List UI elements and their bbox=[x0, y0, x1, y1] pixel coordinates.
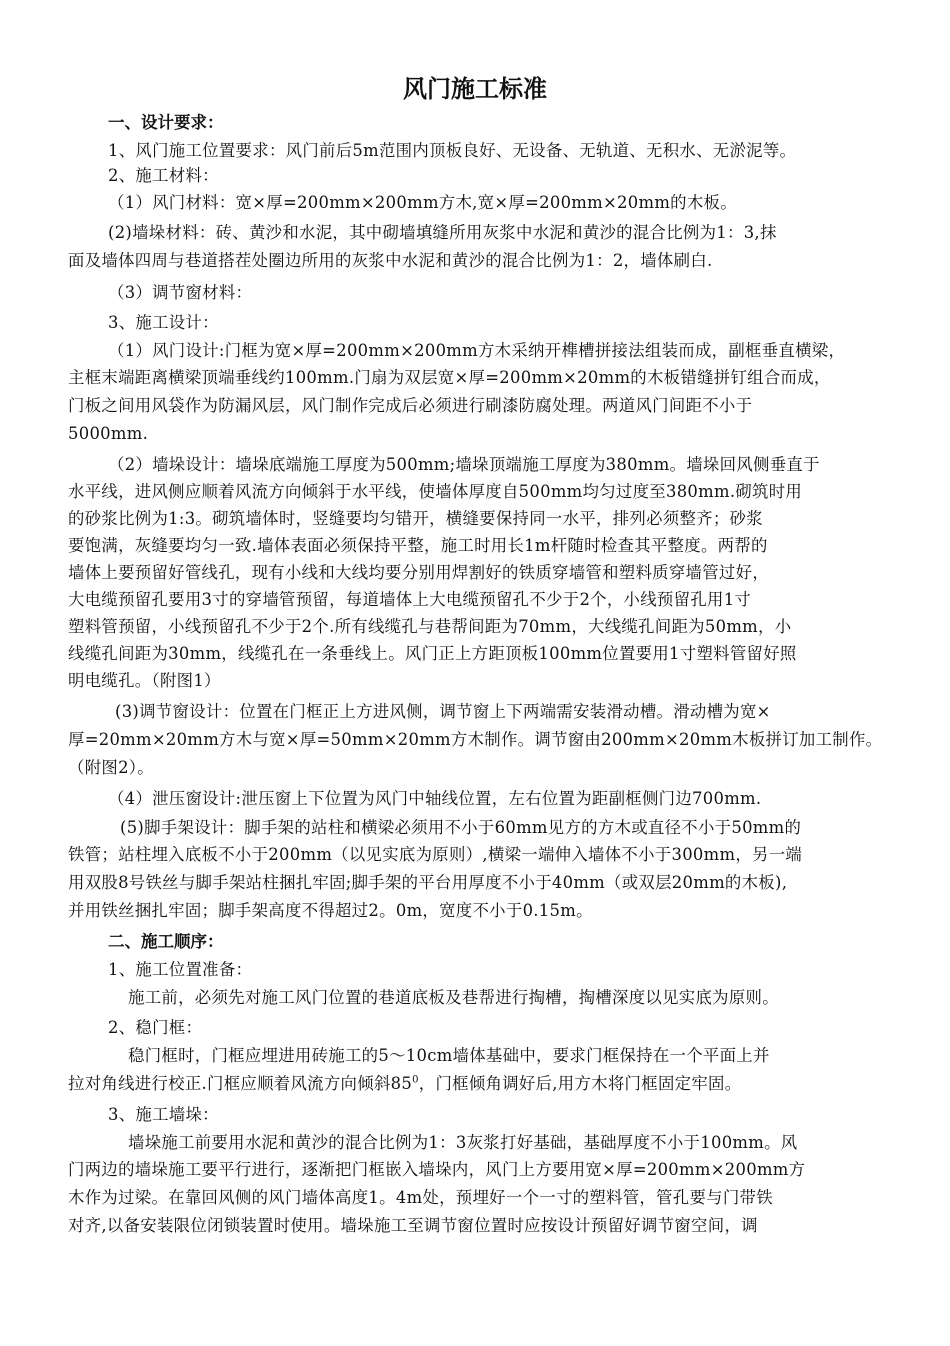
paragraph-line: 2、稳门框： bbox=[108, 1018, 203, 1037]
paragraph-line: 稳门框时，门框应埋进用砖施工的5～10cm墙体基础中，要求门框保持在一个平面上并 bbox=[128, 1046, 770, 1065]
paragraph-line: 的砂浆比例为1:3。砌筑墙体时，竖缝要均匀错开，横缝要保持同一水平，排列必须整齐；砂浆 bbox=[68, 509, 763, 528]
paragraph-line: 墙体上要预留好管线孔，现有小线和大线均要分别用焊割好的铁质穿墙管和塑料质穿墙管过好， bbox=[68, 563, 770, 582]
paragraph-line: 面及墙体四周与巷道搭茬处圈边所用的灰浆中水泥和黄沙的混合比例为1：2，墙体刷白. bbox=[68, 251, 713, 270]
paragraph-line: （1）风门材料：宽×厚=200mm×200mm方木,宽×厚=200mm×20mm的木板。 bbox=[108, 193, 737, 212]
paragraph-line: 5000mm. bbox=[68, 424, 149, 443]
paragraph-line: （附图2）。 bbox=[68, 758, 154, 777]
paragraph-line: 明电缆孔。（附图1） bbox=[68, 671, 221, 690]
document-title: 风门施工标准 bbox=[403, 75, 547, 103]
paragraph-line: （2）墙垛设计：墙垛底端施工厚度为500mm;墙垛顶端施工厚度为380mm。墙垛回风侧垂直于 bbox=[108, 455, 820, 474]
paragraph-line: 施工前，必须先对施工风门位置的巷道底板及巷帮进行掏槽，掏槽深度以见实底为原则。 bbox=[128, 988, 779, 1007]
paragraph-line: （3）调节窗材料： bbox=[108, 283, 253, 302]
paragraph-line: 大电缆预留孔要用3寸的穿墙管预留，每道墙体上大电缆预留孔不少于2个，小线预留孔用1寸 bbox=[68, 590, 752, 609]
section-heading-order: 二、施工顺序： bbox=[108, 932, 224, 951]
paragraph-line: 对齐,以备安装限位闭锁装置时使用。墙垛施工至调节窗位置时应按设计预留好调节窗空间，调 bbox=[68, 1216, 758, 1235]
paragraph-line: （4）泄压窗设计:泄压窗上下位置为风门中轴线位置，左右位置为距副框侧门边700mm. bbox=[108, 789, 762, 808]
paragraph-line: 主框末端距离横梁顶端垂线约100mm.门扇为双层宽×厚=200mm×20mm的木板错缝拼钉组合而成， bbox=[68, 368, 831, 387]
paragraph-line: (5)脚手架设计：脚手架的站柱和横梁必须用不小于60mm见方的方木或直径不小于50mm的 bbox=[120, 818, 802, 837]
paragraph-line: 3、施工墙垛： bbox=[108, 1105, 219, 1124]
paragraph-line: 要饱满，灰缝要均匀一致.墙体表面必须保持平整，施工时用长1m杆随时检查其平整度。两帮的 bbox=[68, 536, 768, 555]
paragraph-line: 塑料管预留，小线预留孔不少于2个.所有线缆孔与巷帮间距为70mm，大线缆孔间距为50mm，小 bbox=[68, 617, 792, 636]
paragraph-line: (3)调节窗设计：位置在门框正上方进风侧，调节窗上下两端需安装滑动槽。滑动槽为宽× bbox=[115, 702, 771, 721]
paragraph-line: 3、施工设计： bbox=[108, 313, 219, 332]
paragraph-line: 1、风门施工位置要求：风门前后5m范围内顶板良好、无设备、无轨道、无积水、无淤泥等。 bbox=[108, 141, 797, 160]
paragraph-line: 厚=20mm×20mm方木与宽×厚=50mm×20mm方木制作。调节窗由200mm×20mm木板拼订加工制作。 bbox=[68, 730, 883, 749]
paragraph-line: （1）风门设计:门框为宽×厚=200mm×200mm方木采纳开榫槽拼接法组装而成，副框垂直横梁， bbox=[108, 341, 846, 360]
paragraph-line: 并用铁丝捆扎牢固；脚手架高度不得超过2。0m，宽度不小于0.15m。 bbox=[68, 901, 593, 920]
section-heading-design: 一、设计要求： bbox=[108, 113, 224, 132]
superscript-degree: 0 bbox=[412, 1074, 419, 1086]
paragraph-line: 水平线，进风侧应顺着风流方向倾斜于水平线，使墙体厚度自500mm均匀过度至380mm.砌筑时用 bbox=[68, 482, 803, 501]
paragraph-line: 用双股8号铁丝与脚手架站柱捆扎牢固;脚手架的平台用厚度不小于40mm（或双层20mm的木板), bbox=[68, 873, 788, 892]
paragraph-line: 门两边的墙垛施工要平行进行，逐渐把门框嵌入墙垛内，风门上方要用宽×厚=200mm×200mm方 bbox=[68, 1160, 806, 1179]
text-segment: 拉对角线进行校正.门框应顺着风流方向倾斜85 bbox=[68, 1074, 413, 1093]
paragraph-line: (2)墙垛材料：砖、黄沙和水泥，其中砌墙填缝所用灰浆中水泥和黄沙的混合比例为1：3,抹 bbox=[108, 223, 777, 242]
paragraph-line: 木作为过梁。在靠回风侧的风门墙体高度1。4m处，预埋好一个一寸的塑料管，管孔要与门带铁 bbox=[68, 1188, 773, 1207]
text-segment: ，门框倾角调好后,用方木将门框固定牢固。 bbox=[418, 1074, 742, 1093]
paragraph-line: 铁管；站柱埋入底板不小于200mm（以见实底为原则）,横梁一端伸入墙体不小于300mm，另一端 bbox=[68, 845, 803, 864]
paragraph-line: 线缆孔间距为30mm，线缆孔在一条垂线上。风门正上方距顶板100mm位置要用1寸塑料管留好照 bbox=[68, 644, 797, 663]
paragraph-line: 门板之间用风袋作为防漏风层，风门制作完成后必须进行刷漆防腐处理。两道风门间距不小于 bbox=[68, 396, 753, 415]
paragraph-line bbox=[68, 1073, 741, 1095]
paragraph-line: 2、施工材料： bbox=[108, 166, 219, 185]
paragraph-line: 墙垛施工前要用水泥和黄沙的混合比例为1：3灰浆打好基础，基础厚度不小于100mm。风 bbox=[128, 1133, 798, 1152]
paragraph-line: 1、施工位置准备： bbox=[108, 960, 253, 979]
